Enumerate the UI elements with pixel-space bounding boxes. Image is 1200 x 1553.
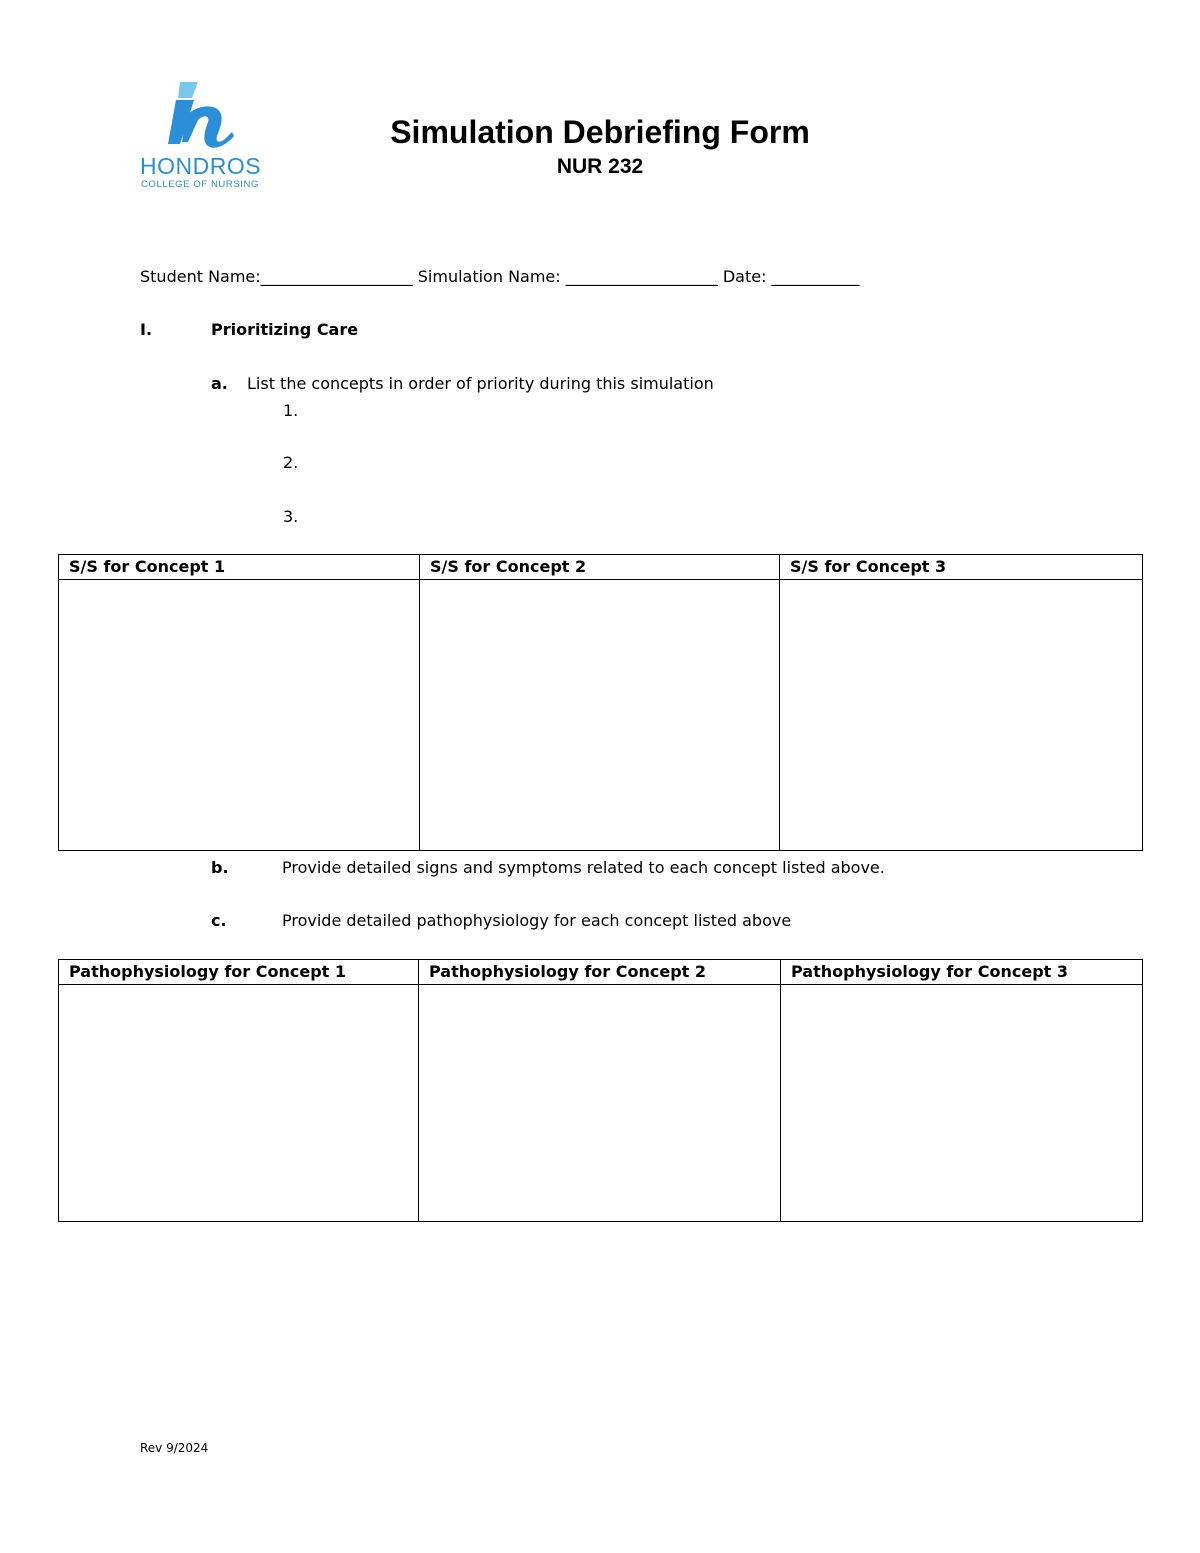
priority-list-item[interactable]: 2. bbox=[283, 453, 299, 472]
patho-concept-1-cell[interactable] bbox=[59, 985, 419, 1222]
page-title: Simulation Debriefing Form bbox=[390, 114, 810, 150]
table-row bbox=[59, 580, 1143, 851]
item-b-letter: b. bbox=[211, 858, 229, 877]
item-a-text: List the concepts in order of priority during this simulation bbox=[247, 374, 714, 393]
ss-concept-2-header: S/S for Concept 2 bbox=[420, 555, 780, 580]
signs-symptoms-table bbox=[58, 554, 1143, 851]
table-header-row bbox=[59, 555, 1143, 580]
logo-subtitle: COLLEGE OF NURSING bbox=[141, 179, 259, 190]
section-title: Prioritizing Care bbox=[211, 320, 359, 339]
priority-list-item[interactable]: 1. bbox=[283, 401, 299, 420]
priority-list-item[interactable]: 3. bbox=[283, 507, 299, 526]
patho-concept-2-header: Pathophysiology for Concept 2 bbox=[419, 960, 781, 985]
patho-concept-3-cell[interactable] bbox=[781, 985, 1143, 1222]
table-header-row bbox=[59, 960, 1143, 985]
ss-concept-3-cell[interactable] bbox=[780, 580, 1143, 851]
item-b-text: Provide detailed signs and symptoms related to each concept listed above. bbox=[282, 858, 885, 877]
ss-concept-1-cell[interactable] bbox=[59, 580, 420, 851]
pathophysiology-table bbox=[58, 959, 1143, 1222]
revision-note: Rev 9/2024 bbox=[140, 1441, 209, 1455]
student-info-line[interactable]: Student Name:___________________ Simulation Name: ___________________ Date: ___________ bbox=[140, 267, 860, 286]
section-number: I. bbox=[140, 320, 153, 339]
ss-concept-1-header: S/S for Concept 1 bbox=[59, 555, 420, 580]
patho-concept-2-cell[interactable] bbox=[419, 985, 781, 1222]
logo-name: HONDROS bbox=[140, 153, 262, 179]
table-row bbox=[59, 985, 1143, 1222]
course-code: NUR 232 bbox=[556, 155, 644, 178]
item-a-letter: a. bbox=[211, 374, 228, 393]
item-c-text: Provide detailed pathophysiology for each concept listed above bbox=[282, 911, 792, 930]
item-c-letter: c. bbox=[211, 911, 227, 930]
patho-concept-3-header: Pathophysiology for Concept 3 bbox=[781, 960, 1143, 985]
ss-concept-3-header: S/S for Concept 3 bbox=[780, 555, 1143, 580]
ss-concept-2-cell[interactable] bbox=[420, 580, 780, 851]
patho-concept-1-header: Pathophysiology for Concept 1 bbox=[59, 960, 419, 985]
